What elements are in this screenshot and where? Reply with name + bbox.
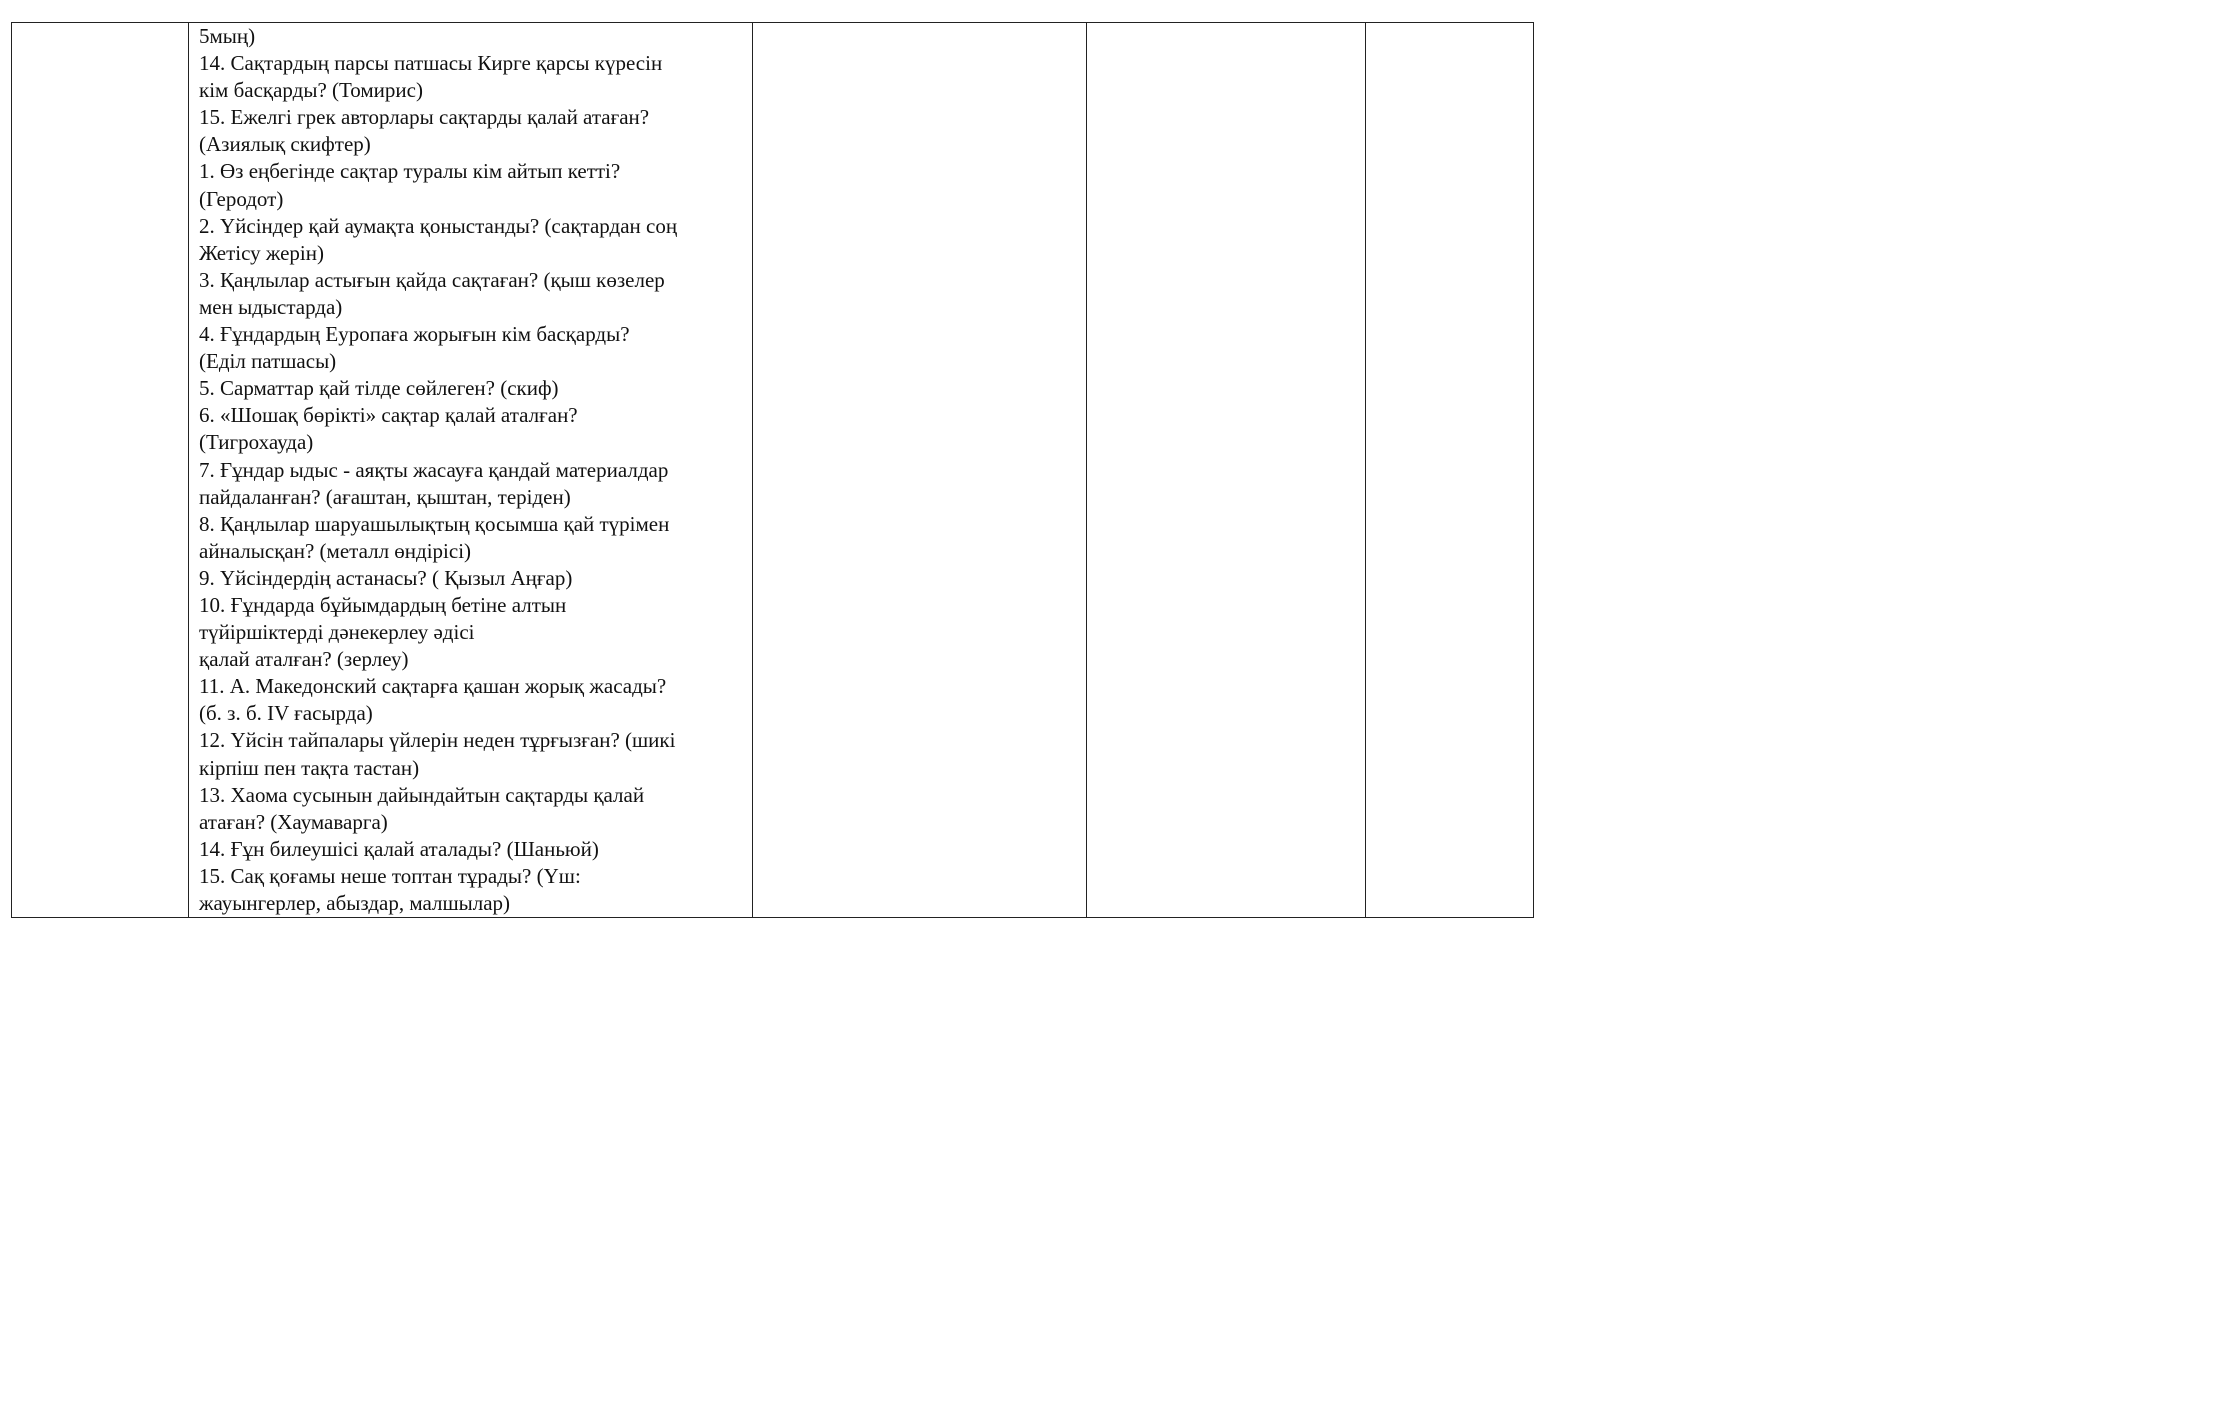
table-row (12, 23, 1534, 918)
question-line: кірпіш пен тақта тастан) (199, 755, 420, 780)
question-line: мен ыдыстарда) (199, 294, 343, 319)
question-line: Жетісу жерін) (199, 240, 324, 265)
question-line: 10. Ғұндарда бұйымдардың бетіне алтын (199, 592, 567, 617)
question-line: 6. «Шошақ бөрікті» сақтар қалай аталған? (199, 403, 578, 428)
document-table (11, 22, 1534, 918)
question-line: (Еділ патшасы) (199, 349, 337, 374)
question-line: 1. Өз еңбегінде сақтар туралы кім айтып кетті? (199, 159, 621, 184)
question-line: 14. Сақтардың парсы патшасы Кирге қарсы күресін (199, 51, 663, 76)
question-line: кім басқарды? (Томирис) (199, 78, 423, 103)
question-line: 5мың) (199, 24, 256, 48)
question-line: (Тигрохауда) (199, 430, 314, 455)
question-line: (Геродот) (199, 186, 284, 211)
question-line: 7. Ғұндар ыдыс - аяқты жасауға қандай материалдар (199, 457, 669, 482)
question-line: 3. Қаңлылар астығын қайда сақтаған? (қыш көзелер (199, 267, 665, 292)
table-cell-empty-5 (1366, 23, 1534, 918)
question-line: 13. Хаома сусынын дайындайтын сақтарды қалай (199, 782, 645, 807)
question-line: 5. Сарматтар қай тілде сөйлеген? (скиф) (199, 376, 559, 401)
question-line: атаған? (Хаумаварга) (199, 809, 388, 834)
question-line: 4. Ғұндардың Еуропаға жорығын кім басқарды? (199, 322, 630, 347)
question-line: 2. Үйсіндер қай аумақта қоныстанды? (сақтардан соң (199, 213, 678, 238)
table-cell-empty-3 (753, 23, 1087, 918)
question-line: 8. Қаңлылар шаруашылықтың қосымша қай түрімен (199, 511, 670, 536)
question-line: 14. Ғұн билеушісі қалай аталады? (Шаньюй) (199, 836, 599, 861)
table-cell-empty-1 (12, 23, 189, 918)
question-line: (Азиялық скифтер) (199, 132, 371, 157)
question-line: жауынгерлер, абыздар, малшылар) (199, 891, 511, 915)
table-cell-empty-4 (1087, 23, 1366, 918)
question-line: 12. Үйсін тайпалары үйлерін неден тұрғызған? (шикі (199, 728, 676, 753)
question-line: айналысқан? (металл өндірісі) (199, 538, 472, 563)
question-line: 15. Сақ қоғамы неше топтан тұрады? (Үш: (199, 863, 581, 888)
question-line: пайдаланған? (ағаштан, қыштан, теріден) (199, 484, 571, 509)
table-cell-questions (189, 23, 753, 918)
question-line: 11. А. Македонский сақтарға қашан жорық жасады? (199, 674, 667, 699)
question-line: қалай аталған? (зерлеу) (199, 647, 409, 672)
question-line: 15. Ежелгі грек авторлары сақтарды қалай атаған? (199, 105, 650, 130)
question-line: (б. з. б. IV ғасырда) (199, 701, 373, 726)
question-list (189, 23, 752, 917)
question-line: 9. Үйсіндердің астанасы? ( Қызыл Аңғар) (199, 565, 573, 590)
question-line: түйіршіктерді дәнекерлеу әдісі (199, 620, 475, 645)
